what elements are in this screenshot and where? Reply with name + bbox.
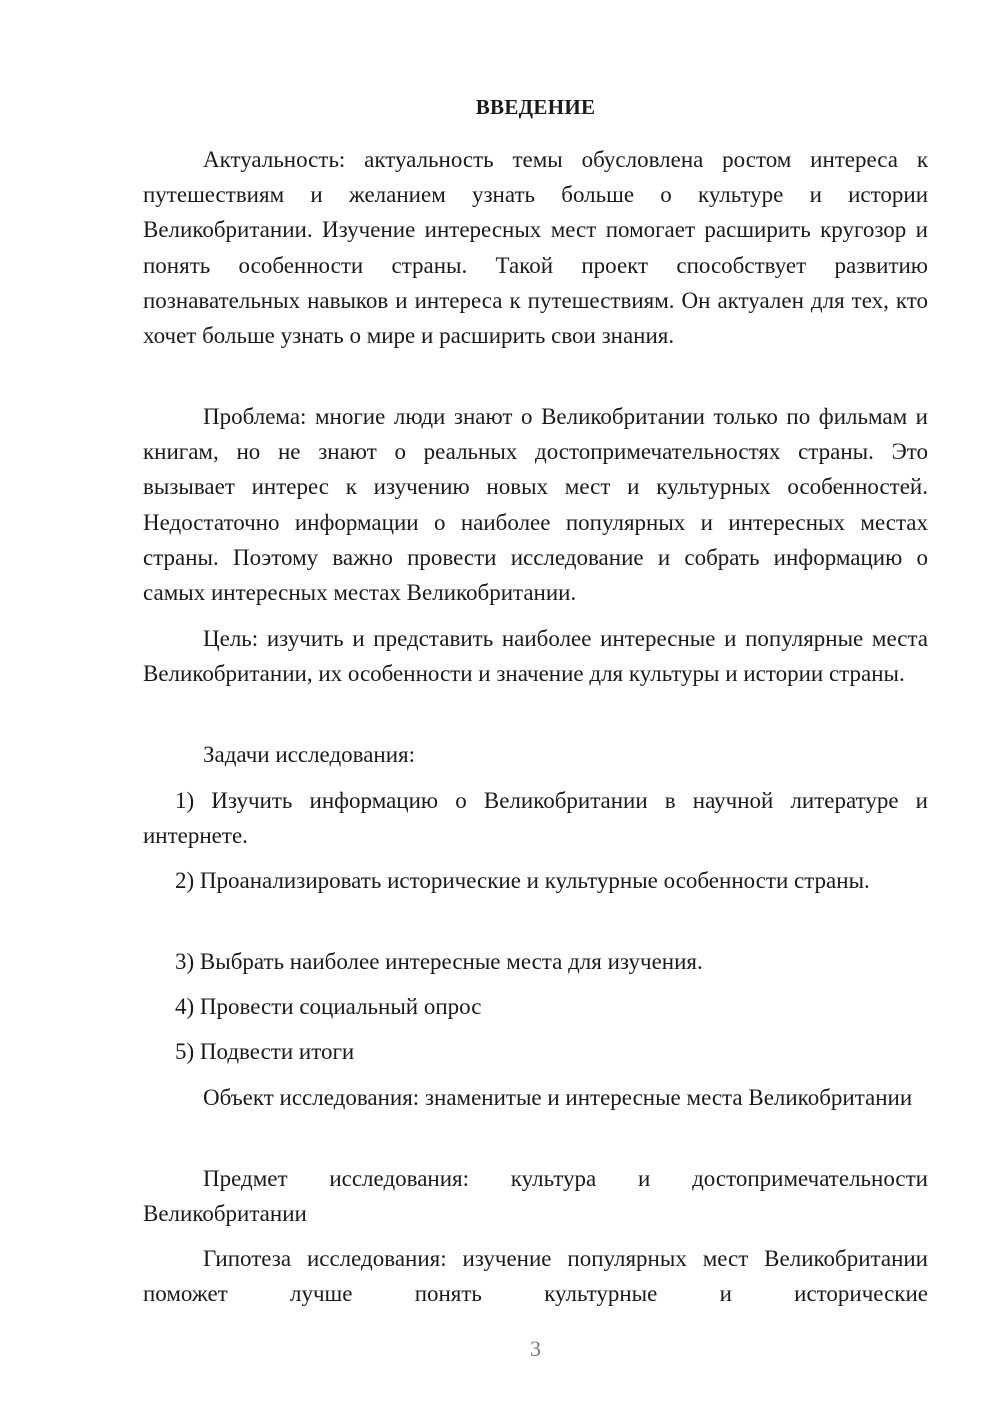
tasks-heading: Задачи исследования: bbox=[203, 742, 416, 767]
task-item-2: 2) Проанализировать исторические и культурные особенности страны. bbox=[175, 868, 870, 893]
problem-paragraph: Проблема: многие люди знают о Великобритании только по фильмам и книгам, но не знают о реальных достопримечательностях страны. Это вызывает интерес к изучению новых мест и культурных особенностей. Недостаточно информации о наиболее популярных и интересных местах страны. Поэтому важно провести исследование и собрать информацию о самых интересных местах Великобритании. bbox=[143, 404, 928, 606]
object-paragraph: Объект исследования: знаменитые и интересные места Великобритании bbox=[203, 1085, 913, 1110]
document-page bbox=[143, 0, 928, 1414]
section-title: ВВЕДЕНИЕ bbox=[475, 95, 596, 119]
task-item-1: 1) Изучить информацию о Великобритании в научной литературе и интернете. bbox=[143, 788, 928, 849]
goal-paragraph: Цель: изучить и представить наиболее интересные и популярные места Великобритании, их особенности и значение для культуры и истории страны. bbox=[143, 626, 928, 687]
hypothesis-paragraph: Гипотеза исследования: изучение популярных мест Великобритании поможет лучше понять культурные и исторические bbox=[143, 1246, 928, 1307]
task-item-5: 5) Подвести итоги bbox=[175, 1039, 355, 1064]
subject-paragraph: Предмет исследования: культура и достопримечательности Великобритании bbox=[143, 1166, 928, 1227]
relevance-paragraph: Актуальность: актуальность темы обусловлена ростом интереса к путешествиям и желанием узнать больше о культуре и истории Великобритании. Изучение интересных мест помогает расширить кругозор и понять особенности страны. Такой проект способствует развитию познавательных навыков и интереса к путешествиям. Он актуален для тех, кто хочет больше узнать о мире и расширить свои знания. bbox=[143, 147, 928, 349]
task-item-4: 4) Провести социальный опрос bbox=[175, 994, 482, 1019]
page-number: 3 bbox=[530, 1336, 541, 1361]
task-item-3: 3) Выбрать наиболее интересные места для изучения. bbox=[175, 949, 703, 974]
